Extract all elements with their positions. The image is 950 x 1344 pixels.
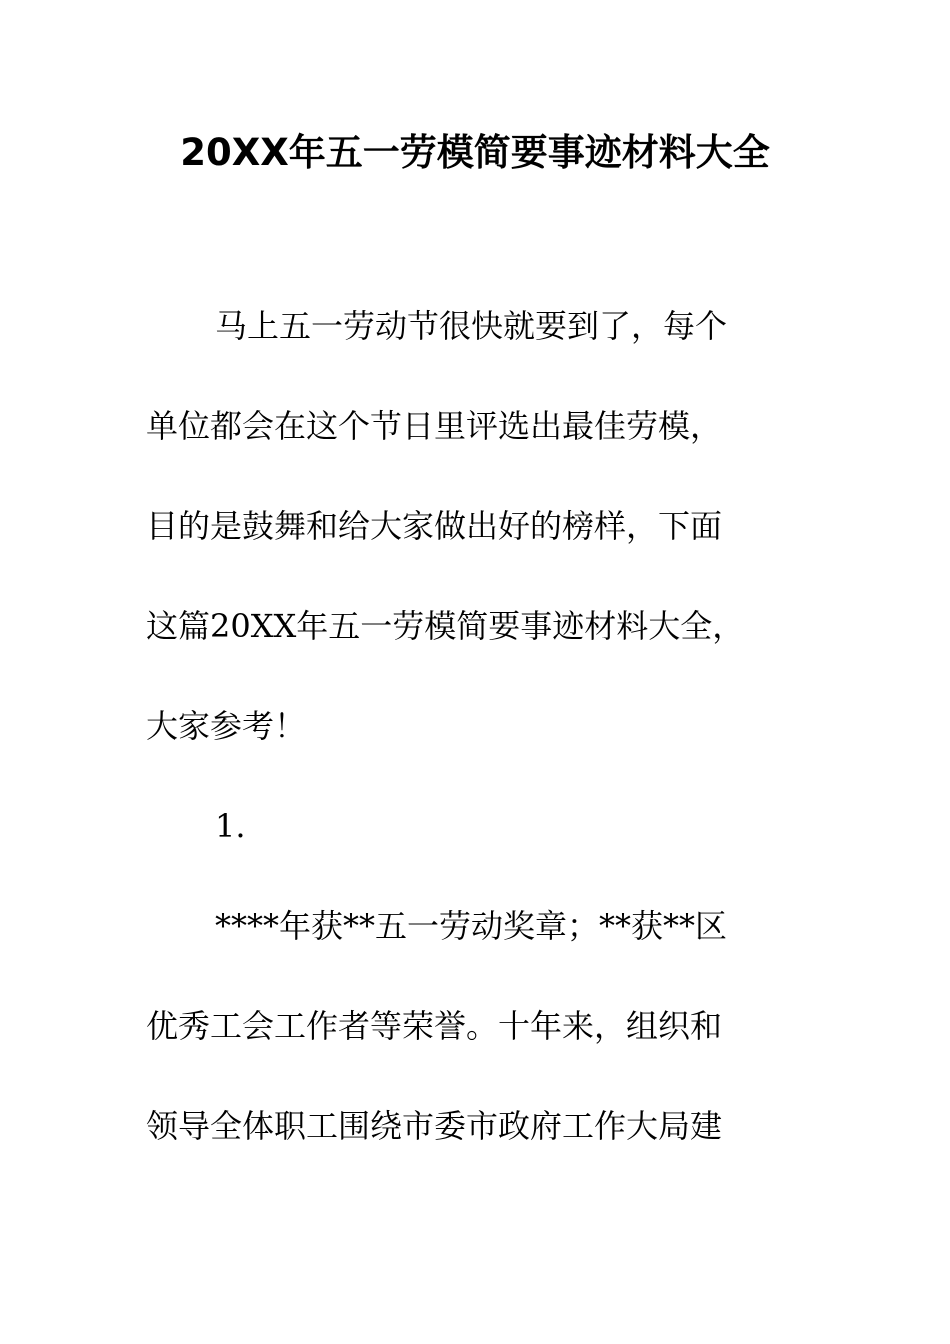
section-number: 1. — [215, 807, 246, 845]
paragraph-line-3: 目的是鼓舞和给大家做出好的榜样，下面 — [146, 507, 723, 545]
paragraph-line-2: 单位都会在这个节日里评选出最佳劳模， — [146, 407, 723, 445]
paragraph-line-6: ****年获**五一劳动奖章；**获**区 — [215, 907, 728, 945]
paragraph-line-1: 马上五一劳动节很快就要到了，每个 — [215, 307, 728, 345]
document-title: 20XX年五一劳模简要事迹材料大全 — [180, 131, 770, 174]
paragraph-line-7: 优秀工会工作者等荣誉。十年来，组织和 — [146, 1007, 723, 1045]
paragraph-line-4: 这篇20XX年五一劳模简要事迹材料大全， — [146, 607, 745, 645]
paragraph-line-5: 大家参考！ — [146, 707, 307, 745]
paragraph-line-8: 领导全体职工围绕市委市政府工作大局建 — [146, 1107, 723, 1145]
